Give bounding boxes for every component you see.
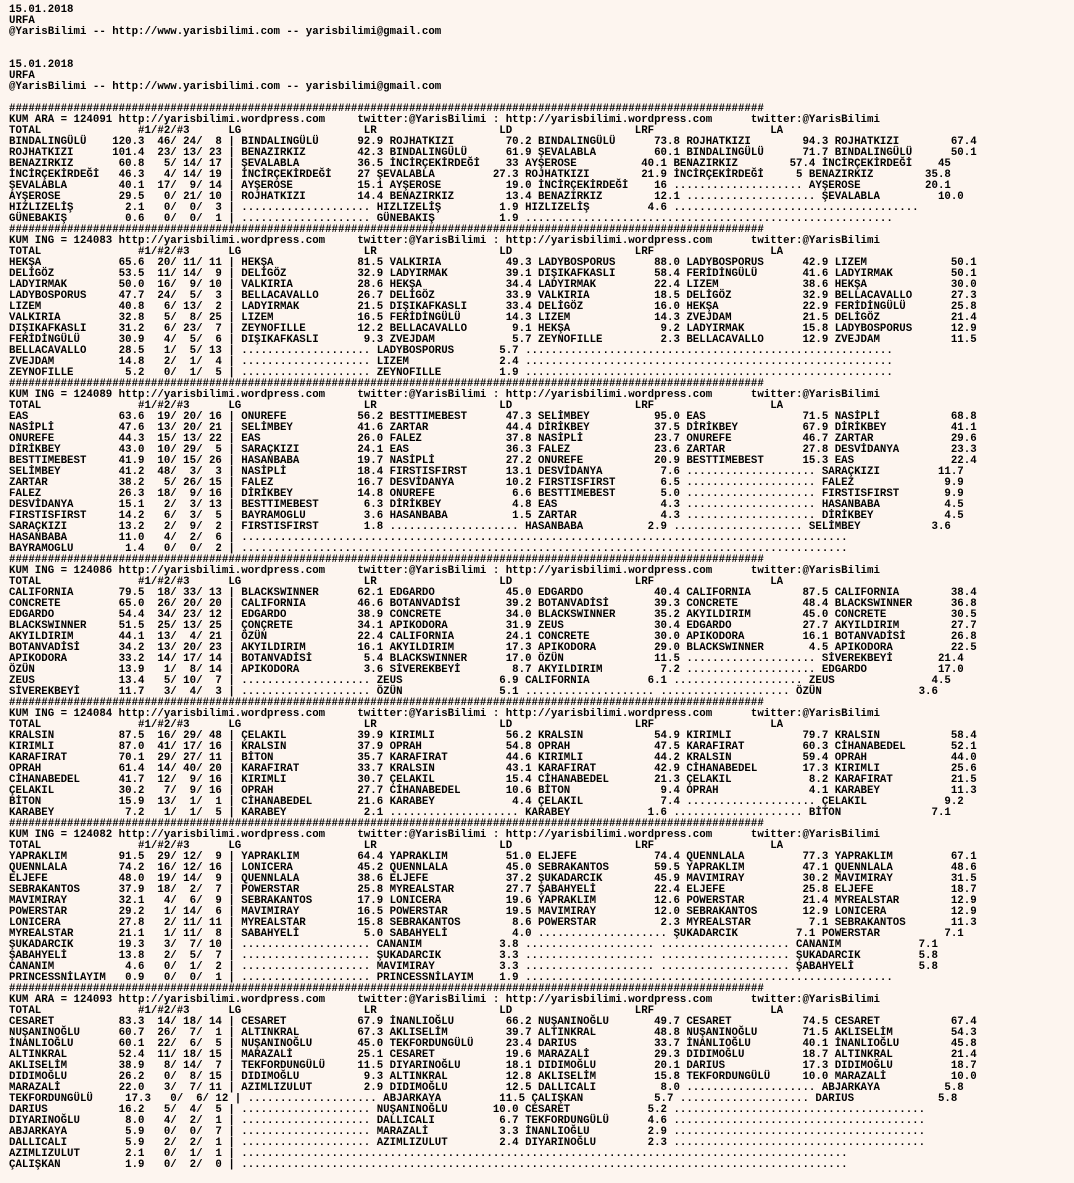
report-line: BOTANVADİSİ 34.2 13/ 20/ 23 | AKYILDIRIM 16.1 AKYILDIRIM 17.3 APIKODORA 29.0 BLACKSWINNER 4.5 APIKODORA 22.5 — [9, 642, 977, 654]
column-header-line: TOTAL #1/#2/#3 LG LR LD LRF LA — [9, 1005, 784, 1017]
report-line: KARAFIRAT 70.1 29/ 27/ 11 | BİTON 35.7 KARAFIRAT 44.6 KIRIMLI 44.2 KRALSIN 59.4 OPRAH 44.0 — [9, 752, 977, 764]
report-line: ONUREFE 44.3 15/ 13/ 22 | EAS 26.0 FALEZ 37.8 NASİPLİ 23.7 ONUREFE 46.7 ZARTAR 29.6 — [9, 433, 977, 445]
report-line: BELLACAVALLO 28.5 1/ 5/ 13 | .................... LADYBOSPORUS 5.7 ......................................................... — [9, 345, 893, 357]
report-line: ŞABAHYELİ 13.8 2/ 5/ 7 | .................... ŞUKADARCIK 3.3 .................... .................... ŞUKADARCIK 5.8 — [9, 950, 938, 962]
section-separator: ##################################################################################################################### — [9, 554, 764, 566]
report-line: CONCRETE 65.0 26/ 20/ 20 | CALIFORNIA 46.6 BOTANVADİSİ 39.2 BOTANVADİSİ 39.3 CONCRETE 48.4 BLACKSWINNER 36.8 — [9, 598, 977, 610]
report-line: ALTINKRAL 52.4 11/ 18/ 15 | MARAZALİ 25.1 CESARET 19.6 MARAZALİ 29.3 DIDIMOĞLU 18.7 ALTINKRAL 21.4 — [9, 1049, 977, 1061]
column-header-line: TOTAL #1/#2/#3 LG LR LD LRF LA — [9, 246, 784, 258]
report-line: CALIFORNIA 79.5 18/ 33/ 13 | BLACKSWINNER 62.1 EDGARDO 45.0 EDGARDO 40.4 CALIFORNIA 87.5 CALIFORNIA 38.4 — [9, 587, 977, 599]
report-line: İNCİRÇEKİRDEĞİ 46.3 4/ 14/ 19 | İNCİRÇEKİRDEĞİ 27 ŞEVALABLA 27.3 ROJHATKIZI 21.9 İNCİRÇEKİRDEĞİ 5 BENAZIRKIZ 35.8 — [9, 169, 951, 181]
report-line: FALEZ 26.3 18/ 9/ 16 | DİRİKBEY 14.8 ONUREFE 6.6 BESTTIMEBEST 5.0 .................... FIRSTISFIRST 9.9 — [9, 488, 964, 500]
section-separator: ##################################################################################################################### — [9, 224, 764, 236]
report-line: ÇELAKIL 30.2 7/ 9/ 16 | OPRAH 27.7 CİHANABEDEL 10.6 BİTON 9.4 OPRAH 4.1 KARABEY 11.3 — [9, 785, 977, 797]
race-header-line: KUM ING = 124083 http://yarisbilimi.wordpress.com twitter:@YarisBilimi : http://yarisbilimi.wordpress.com twitter:@YarisBilimi — [9, 235, 880, 247]
report-line: AYŞEROSE 29.5 0/ 21/ 10 | ROJHATKIZI 14.4 BENAZIRKIZ 13.4 BENAZIRKIZ 12.1 .................... ŞEVALABLA 10.0 — [9, 191, 964, 203]
section-separator: ##################################################################################################################### — [9, 818, 764, 830]
report-line: ZVEJDAM 14.8 2/ 1/ 4 | .................... LIZEM 2.4 ......................................................... — [9, 356, 893, 368]
report-line: CESARET 83.3 14/ 18/ 14 | CESARET 67.9 İNANLIOĞLU 66.2 NUŞANINOĞLU 49.7 CESARET 74.5 CESARET 67.4 — [9, 1016, 977, 1028]
report-line: NASİPLİ 47.6 13/ 20/ 21 | SELİMBEY 41.6 ZARTAR 44.4 DİRİKBEY 37.5 DİRİKBEY 67.9 DİRİKBEY 41.1 — [9, 422, 977, 434]
report-line: DESVİDANYA 15.1 2/ 3/ 13 | BESTTIMEBEST 6.3 DİRİKBEY 4.8 EAS 4.3 .................... HASANBABA 4.5 — [9, 499, 964, 511]
report-line: DIYARINOĞLU 8.0 4/ 2/ 1 | .................... DALLICALI 6.7 TEKFORDUNGÜLÜ 4.6 ....................................... — [9, 1115, 926, 1127]
section-separator: ##################################################################################################################### — [9, 378, 764, 390]
report-line: DİRİKBEY 43.0 10/ 29/ 5 | SARAÇKIZI 24.1 EAS 36.3 FALEZ 23.6 ZARTAR 27.8 DESVİDANYA 23.3 — [9, 444, 977, 456]
report-line: NUŞANINOĞLU 60.7 26/ 7/ 1 | ALTINKRAL 67.3 AKLISELİM 39.7 ALTINKRAL 48.8 NUŞANINOĞLU 71.5 AKLISELİM 54.3 — [9, 1027, 977, 1039]
report-line: LIZEM 40.8 6/ 13/ 2 | LADYIRMAK 21.5 DIŞIKAFKASLI 33.4 DELİGÖZ 16.0 HEKŞA 22.9 FERİDİNGÜLÜ 25.8 — [9, 301, 977, 313]
report-line: KRALSIN 87.5 16/ 29/ 48 | ÇELAKIL 39.9 KIRIMLI 56.2 KRALSIN 54.9 KIRIMLI 79.7 KRALSIN 58.4 — [9, 730, 977, 742]
report-line: 15.01.2018 — [9, 4, 74, 16]
report-line: DARIUS 16.2 5/ 4/ 5 | .................... NUŞANINOĞLU 10.0 CESARET 5.2 ....................................... — [9, 1104, 926, 1116]
report-line: ÇALIŞKAN 1.9 0/ 2/ 0 | .............................................................................................. — [9, 1159, 848, 1171]
report-line: ABJARKAYA 5.9 0/ 0/ 7 | .................... MARAZALİ 3.3 İNANLIOĞLU 2.9 ....................................... — [9, 1126, 926, 1138]
column-header-line: TOTAL #1/#2/#3 LG LR LD LRF LA — [9, 840, 784, 852]
section-separator: ##################################################################################################################### — [9, 697, 764, 709]
report-line: ZEUS 13.4 5/ 10/ 7 | .................... ZEUS 6.9 CALIFORNIA 6.1 .................... ZEUS 4.5 — [9, 675, 951, 687]
report-line: PRINCESSNİLAYIM 0.9 0/ 0/ 1 | .................... PRINCESSNİLAYIM 1.9 ......................................................... — [9, 972, 893, 984]
report-line: ÖZÜN 13.9 1/ 8/ 14 | APIKODORA 3.6 SİVEREKBEYİ 8.7 AKYILDIRIM 7.2 .................... EDGARDO 17.0 — [9, 664, 964, 676]
report-line: OPRAH 61.4 14/ 40/ 20 | KARAFIRAT 33.7 KRALSIN 43.1 KARAFIRAT 42.9 CİHANABEDEL 17.3 KIRIMLI 25.6 — [9, 763, 977, 775]
report-line: FIRSTISFIRST 14.2 6/ 3/ 5 | BAYRAMOGLU 3.6 HASANBABA 1.5 ZARTAR 4.3 .................... DİRİKBEY 4.5 — [9, 510, 964, 522]
report-line: EDGARDO 54.4 34/ 23/ 12 | EDGARDO 38.9 CONCRETE 34.0 BLACKSWINNER 35.2 AKYILDIRIM 45.0 CONCRETE 30.5 — [9, 609, 977, 621]
blank-line — [9, 38, 977, 49]
report-line: EAS 63.6 19/ 20/ 16 | ONUREFE 56.2 BESTTIMEBEST 47.3 SELİMBEY 95.0 EAS 71.5 NASİPLİ 68.8 — [9, 411, 977, 423]
report-line: HIZLIZELİŞ 2.1 0/ 0/ 3 | .................... HIZLIZELİŞ 1.9 HIZLIZELİŞ 4.6 ...................................... — [9, 202, 919, 214]
column-header-line: TOTAL #1/#2/#3 LG LR LD LRF LA — [9, 125, 784, 137]
report-line: ROJHATKIZI 101.4 23/ 13/ 23 | BENAZIRKIZ 42.3 BINDALINGÜLÜ 61.9 ŞEVALABLA 60.1 BINDALINGÜLÜ 71.7 BINDALINGÜLÜ 50.1 — [9, 147, 977, 159]
race-header-line: KUM ARA = 124091 http://yarisbilimi.wordpress.com twitter:@YarisBilimi : http://yarisbilimi.wordpress.com twitter:@YarisBilimi — [9, 114, 880, 126]
report-line: POWERSTAR 29.2 1/ 14/ 6 | MAVIMIRAY 16.5 POWERSTAR 19.5 MAVIMIRAY 12.0 SEBRAKANTOS 12.9 LONICERA 12.9 — [9, 906, 977, 918]
blank-line — [9, 49, 977, 60]
report-line: SEBRAKANTOS 37.9 18/ 2/ 7 | POWERSTAR 25.8 MYREALSTAR 27.7 ŞABAHYELİ 22.4 ELJEFE 25.8 ELJEFE 18.7 — [9, 884, 977, 896]
column-header-line: TOTAL #1/#2/#3 LG LR LD LRF LA — [9, 719, 784, 731]
column-header-line: TOTAL #1/#2/#3 LG LR LD LRF LA — [9, 400, 784, 412]
report-line: ELJEFE 48.0 19/ 14/ 9 | QUENNLALA 38.6 ELJEFE 37.2 ŞUKADARCIK 45.9 MAVIMIRAY 30.2 MAVIMIRAY 31.5 — [9, 873, 977, 885]
race-report-document — [9, 5, 977, 1171]
report-line: SELİMBEY 41.2 48/ 3/ 3 | NASİPLİ 18.4 FIRSTISFIRST 13.1 DESVİDANYA 7.6 .................... SARAÇKIZI 11.7 — [9, 466, 964, 478]
report-line: CİHANABEDEL 41.7 12/ 9/ 16 | KIRIMLI 30.7 ÇELAKIL 15.4 CİHANABEDEL 21.3 ÇELAKIL 8.2 KARAFIRAT 21.5 — [9, 774, 977, 786]
report-line: KIRIMLI 87.0 41/ 17/ 16 | KRALSIN 37.9 OPRAH 54.8 OPRAH 47.5 KARAFIRAT 60.3 CİHANABEDEL 52.1 — [9, 741, 977, 753]
report-line: DIŞIKAFKASLI 31.2 6/ 23/ 7 | ZEYNOFILLE 12.2 BELLACAVALLO 9.1 HEKŞA 9.2 LADYIRMAK 15.8 LADYBOSPORUS 12.9 — [9, 323, 977, 335]
column-header-line: TOTAL #1/#2/#3 LG LR LD LRF LA — [9, 576, 784, 588]
report-line: DIDIMOĞLU 26.2 0/ 8/ 15 | DIDIMOĞLU 9.3 ALTINKRAL 12.8 AKLISELİM 15.8 TEKFORDUNGÜLÜ 10.0 MARAZALİ 10.0 — [9, 1071, 977, 1083]
report-line: CANANIM 4.6 0/ 1/ 2 | .................... MAVIMIRAY 3.3 .................... .................... ŞABAHYELİ 5.8 — [9, 961, 938, 973]
report-line: URFA — [9, 70, 35, 82]
report-line: MAVIMIRAY 32.1 4/ 6/ 9 | SEBRAKANTOS 17.9 LONICERA 19.6 YAPRAKLIM 12.6 POWERSTAR 21.4 MYREALSTAR 12.9 — [9, 895, 977, 907]
section-separator: ##################################################################################################################### — [9, 103, 764, 115]
report-line: BAYRAMOGLU 1.4 0/ 0/ 2 | .............................................................................................. — [9, 543, 848, 555]
report-line: BLACKSWINNER 51.5 25/ 13/ 25 | ÇONÇRETE 34.1 APIKODORA 31.9 ZEUS 30.4 EDGARDO 27.7 AKYILDIRIM 27.7 — [9, 620, 977, 632]
report-line: SARAÇKIZI 13.2 2/ 9/ 2 | FIRSTISFIRST 1.8 .................... HASANBABA 2.9 .................... SELİMBEY 3.6 — [9, 521, 951, 533]
report-line: ZARTAR 38.2 5/ 26/ 15 | FALEZ 16.7 DESVİDANYA 10.2 FIRSTISFIRST 6.5 .................... FALEZ 9.9 — [9, 477, 964, 489]
report-line: @YarisBilimi -- http://www.yarisbilimi.com -- yarisbilimi@gmail.com — [9, 81, 442, 93]
report-line: APIKODORA 33.2 14/ 17/ 14 | BOTANVADİSİ 5.4 BLACKSWINNER 17.0 ÖZÜN 11.5 .................... SİVEREKBEYİ 21.4 — [9, 653, 964, 665]
report-line: QUENNLALA 74.2 16/ 12/ 16 | LONICERA 45.2 QUENNLALA 45.0 SEBRAKANTOS 59.5 YAPRAKLIM 47.1 QUENNLALA 48.6 — [9, 862, 977, 874]
report-line: DELİGÖZ 53.5 11/ 14/ 9 | DELİGÖZ 32.9 LADYIRMAK 39.1 DIŞIKAFKASLI 58.4 FERİDİNGÜLÜ 41.6 LADYIRMAK 50.1 — [9, 268, 977, 280]
report-line: BİTON 15.9 13/ 1/ 1 | CİHANABEDEL 21.6 KARABEY 4.4 ÇELAKIL 7.4 .................... ÇELAKIL 9.2 — [9, 796, 964, 808]
report-line: FERİDİNGÜLÜ 30.9 4/ 5/ 6 | DIŞIKAFKASLI 9.3 ZVEJDAM 5.7 ZEYNOFILLE 2.3 BELLACAVALLO 12.9 ZVEJDAM 11.5 — [9, 334, 977, 346]
report-line: BINDALINGÜLÜ 120.3 46/ 24/ 8 | BINDALINGÜLÜ 92.9 ROJHATKIZI 70.2 BINDALINGÜLÜ 73.8 ROJHATKIZI 94.3 ROJHATKIZI 67.4 — [9, 136, 977, 148]
race-header-line: KUM ING = 124082 http://yarisbilimi.wordpress.com twitter:@YarisBilimi : http://yarisbilimi.wordpress.com twitter:@YarisBilimi — [9, 829, 880, 841]
report-line: BESTTIMEBEST 41.9 10/ 15/ 26 | HASANBABA 19.7 NASİPLİ 27.2 ONUREFE 20.9 BESTTIMEBEST 15.3 EAS 22.4 — [9, 455, 977, 467]
section-separator: ##################################################################################################################### — [9, 983, 764, 995]
report-line: AKLISELİM 38.9 8/ 14/ 7 | TEKFORDUNGÜLÜ 11.5 DIYARINOĞLU 18.1 DIDIMOĞLU 20.1 DARIUS 17.3 DIDIMOĞLU 18.7 — [9, 1060, 977, 1072]
report-line: MYREALSTAR 21.1 1/ 11/ 8 | SABAHYELİ 5.0 SABAHYELİ 4.0 .................... ŞUKADARCIK 7.1 POWERSTAR 7.1 — [9, 928, 964, 940]
report-line: LADYIRMAK 50.0 16/ 9/ 10 | VALKIRIA 28.6 HEKŞA 34.4 LADYIRMAK 22.4 LIZEM 38.6 HEKŞA 30.0 — [9, 279, 977, 291]
report-line: HASANBABA 11.0 4/ 2/ 6 | .............................................................................................. — [9, 532, 848, 544]
report-line: VALKIRIA 32.8 5/ 8/ 25 | LIZEM 16.5 FERİDİNGÜLÜ 14.3 LIZEM 14.3 ZVEJDAM 21.5 DELİGÖZ 21.4 — [9, 312, 977, 324]
report-line: SİVEREKBEYİ 11.7 3/ 4/ 3 | .................... ÖZÜN 5.1 .................... .................... ÖZÜN 3.6 — [9, 686, 938, 698]
race-header-line: KUM ING = 124084 http://yarisbilimi.wordpress.com twitter:@YarisBilimi : http://yarisbilimi.wordpress.com twitter:@YarisBilimi — [9, 708, 880, 720]
report-line: URFA — [9, 15, 35, 27]
report-line: 15.01.2018 — [9, 59, 74, 71]
race-header-line: KUM ING = 124089 http://yarisbilimi.wordpress.com twitter:@YarisBilimi : http://yarisbilimi.wordpress.com twitter:@YarisBilimi — [9, 389, 880, 401]
report-line: LADYBOSPORUS 47.7 24/ 5/ 3 | BELLACAVALLO 26.7 DELİGÖZ 33.9 VALKIRIA 18.5 DELİGÖZ 32.9 BELLACAVALLO 27.3 — [9, 290, 977, 302]
race-header-line: KUM ARA = 124093 http://yarisbilimi.wordpress.com twitter:@YarisBilimi : http://yarisbilimi.wordpress.com twitter:@YarisBilimi — [9, 994, 880, 1006]
report-line: YAPRAKLIM 91.5 29/ 12/ 9 | YAPRAKLIM 64.4 YAPRAKLIM 51.0 ELJEFE 74.4 QUENNLALA 77.3 YAPRAKLIM 67.1 — [9, 851, 977, 863]
report-line: AKYILDIRIM 44.1 13/ 4/ 21 | ÖZÜN 22.4 CALIFORNIA 24.1 CONCRETE 30.0 APIKODORA 16.1 BOTANVADİSİ 26.8 — [9, 631, 977, 643]
report-line: HEKŞA 65.6 20/ 11/ 11 | HEKŞA 81.5 VALKIRIA 49.3 LADYBOSPORUS 88.0 LADYBOSPORUS 42.9 LIZEM 50.1 — [9, 257, 977, 269]
report-line: ŞUKADARCIK 19.3 3/ 7/ 10 | .................... CANANIM 3.8 .................... .................... CANANIM 7.1 — [9, 939, 938, 951]
report-line: ZEYNOFILLE 5.2 0/ 1/ 5 | .................... ZEYNOFILLE 1.9 ......................................................... — [9, 367, 893, 379]
report-line: GÜNEBAKIŞ 0.6 0/ 0/ 1 | .................... GÜNEBAKIŞ 1.9 ......................................................... — [9, 213, 893, 225]
report-line: BENAZIRKIZ 60.8 5/ 14/ 17 | ŞEVALABLA 36.5 İNCİRÇEKİRDEĞİ 33 AYŞEROSE 40.1 BENAZIRKIZ 57.4 İNCİRÇEKİRDEĞİ 45 — [9, 158, 951, 170]
race-header-line: KUM ING = 124086 http://yarisbilimi.wordpress.com twitter:@YarisBilimi : http://yarisbilimi.wordpress.com twitter:@YarisBilimi — [9, 565, 880, 577]
report-line: TEKFORDUNGÜLÜ 17.3 0/ 6/ 12 | .................... ABJARKAYA 11.5 ÇALIŞKAN 5.7 .................... DARIUS 5.8 — [9, 1093, 958, 1105]
report-line: LONICERA 27.8 2/ 11/ 11 | MYREALSTAR 15.8 SEBRAKANTOS 8.6 POWERSTAR 2.3 MYREALSTAR 7.1 SEBRAKANTOS 11.3 — [9, 917, 977, 929]
report-line: @YarisBilimi -- http://www.yarisbilimi.com -- yarisbilimi@gmail.com — [9, 26, 442, 38]
report-line: İNANLIOĞLU 60.1 22/ 6/ 5 | NUŞANINOĞLU 45.0 TEKFORDUNGÜLÜ 23.4 DARIUS 33.7 İNANLIOĞLU 40.1 İNANLIOĞLU 45.8 — [9, 1038, 977, 1050]
report-line: KARABEY 7.2 1/ 1/ 5 | KARABEY 2.1 .................... KARABEY 1.6 .................... BİTON 7.1 — [9, 807, 951, 819]
report-line: AZIMLIZULUT 2.1 0/ 1/ 1 | .............................................................................................. — [9, 1148, 848, 1160]
report-line: MARAZALİ 22.0 3/ 7/ 11 | AZIMLIZULUT 2.9 DIDIMOĞLU 12.5 DALLICALI 8.0 .................... ABJARKAYA 5.8 — [9, 1082, 964, 1094]
report-line: DALLICALI 5.9 2/ 2/ 1 | .................... AZIMLIZULUT 2.4 DIYARINOĞLU 2.3 ....................................... — [9, 1137, 926, 1149]
report-line: ŞEVALABLA 40.1 17/ 9/ 14 | AYŞEROSE 15.1 AYŞEROSE 19.0 İNCİRÇEKİRDEĞİ 16 .................... AYŞEROSE 20.1 — [9, 180, 951, 192]
